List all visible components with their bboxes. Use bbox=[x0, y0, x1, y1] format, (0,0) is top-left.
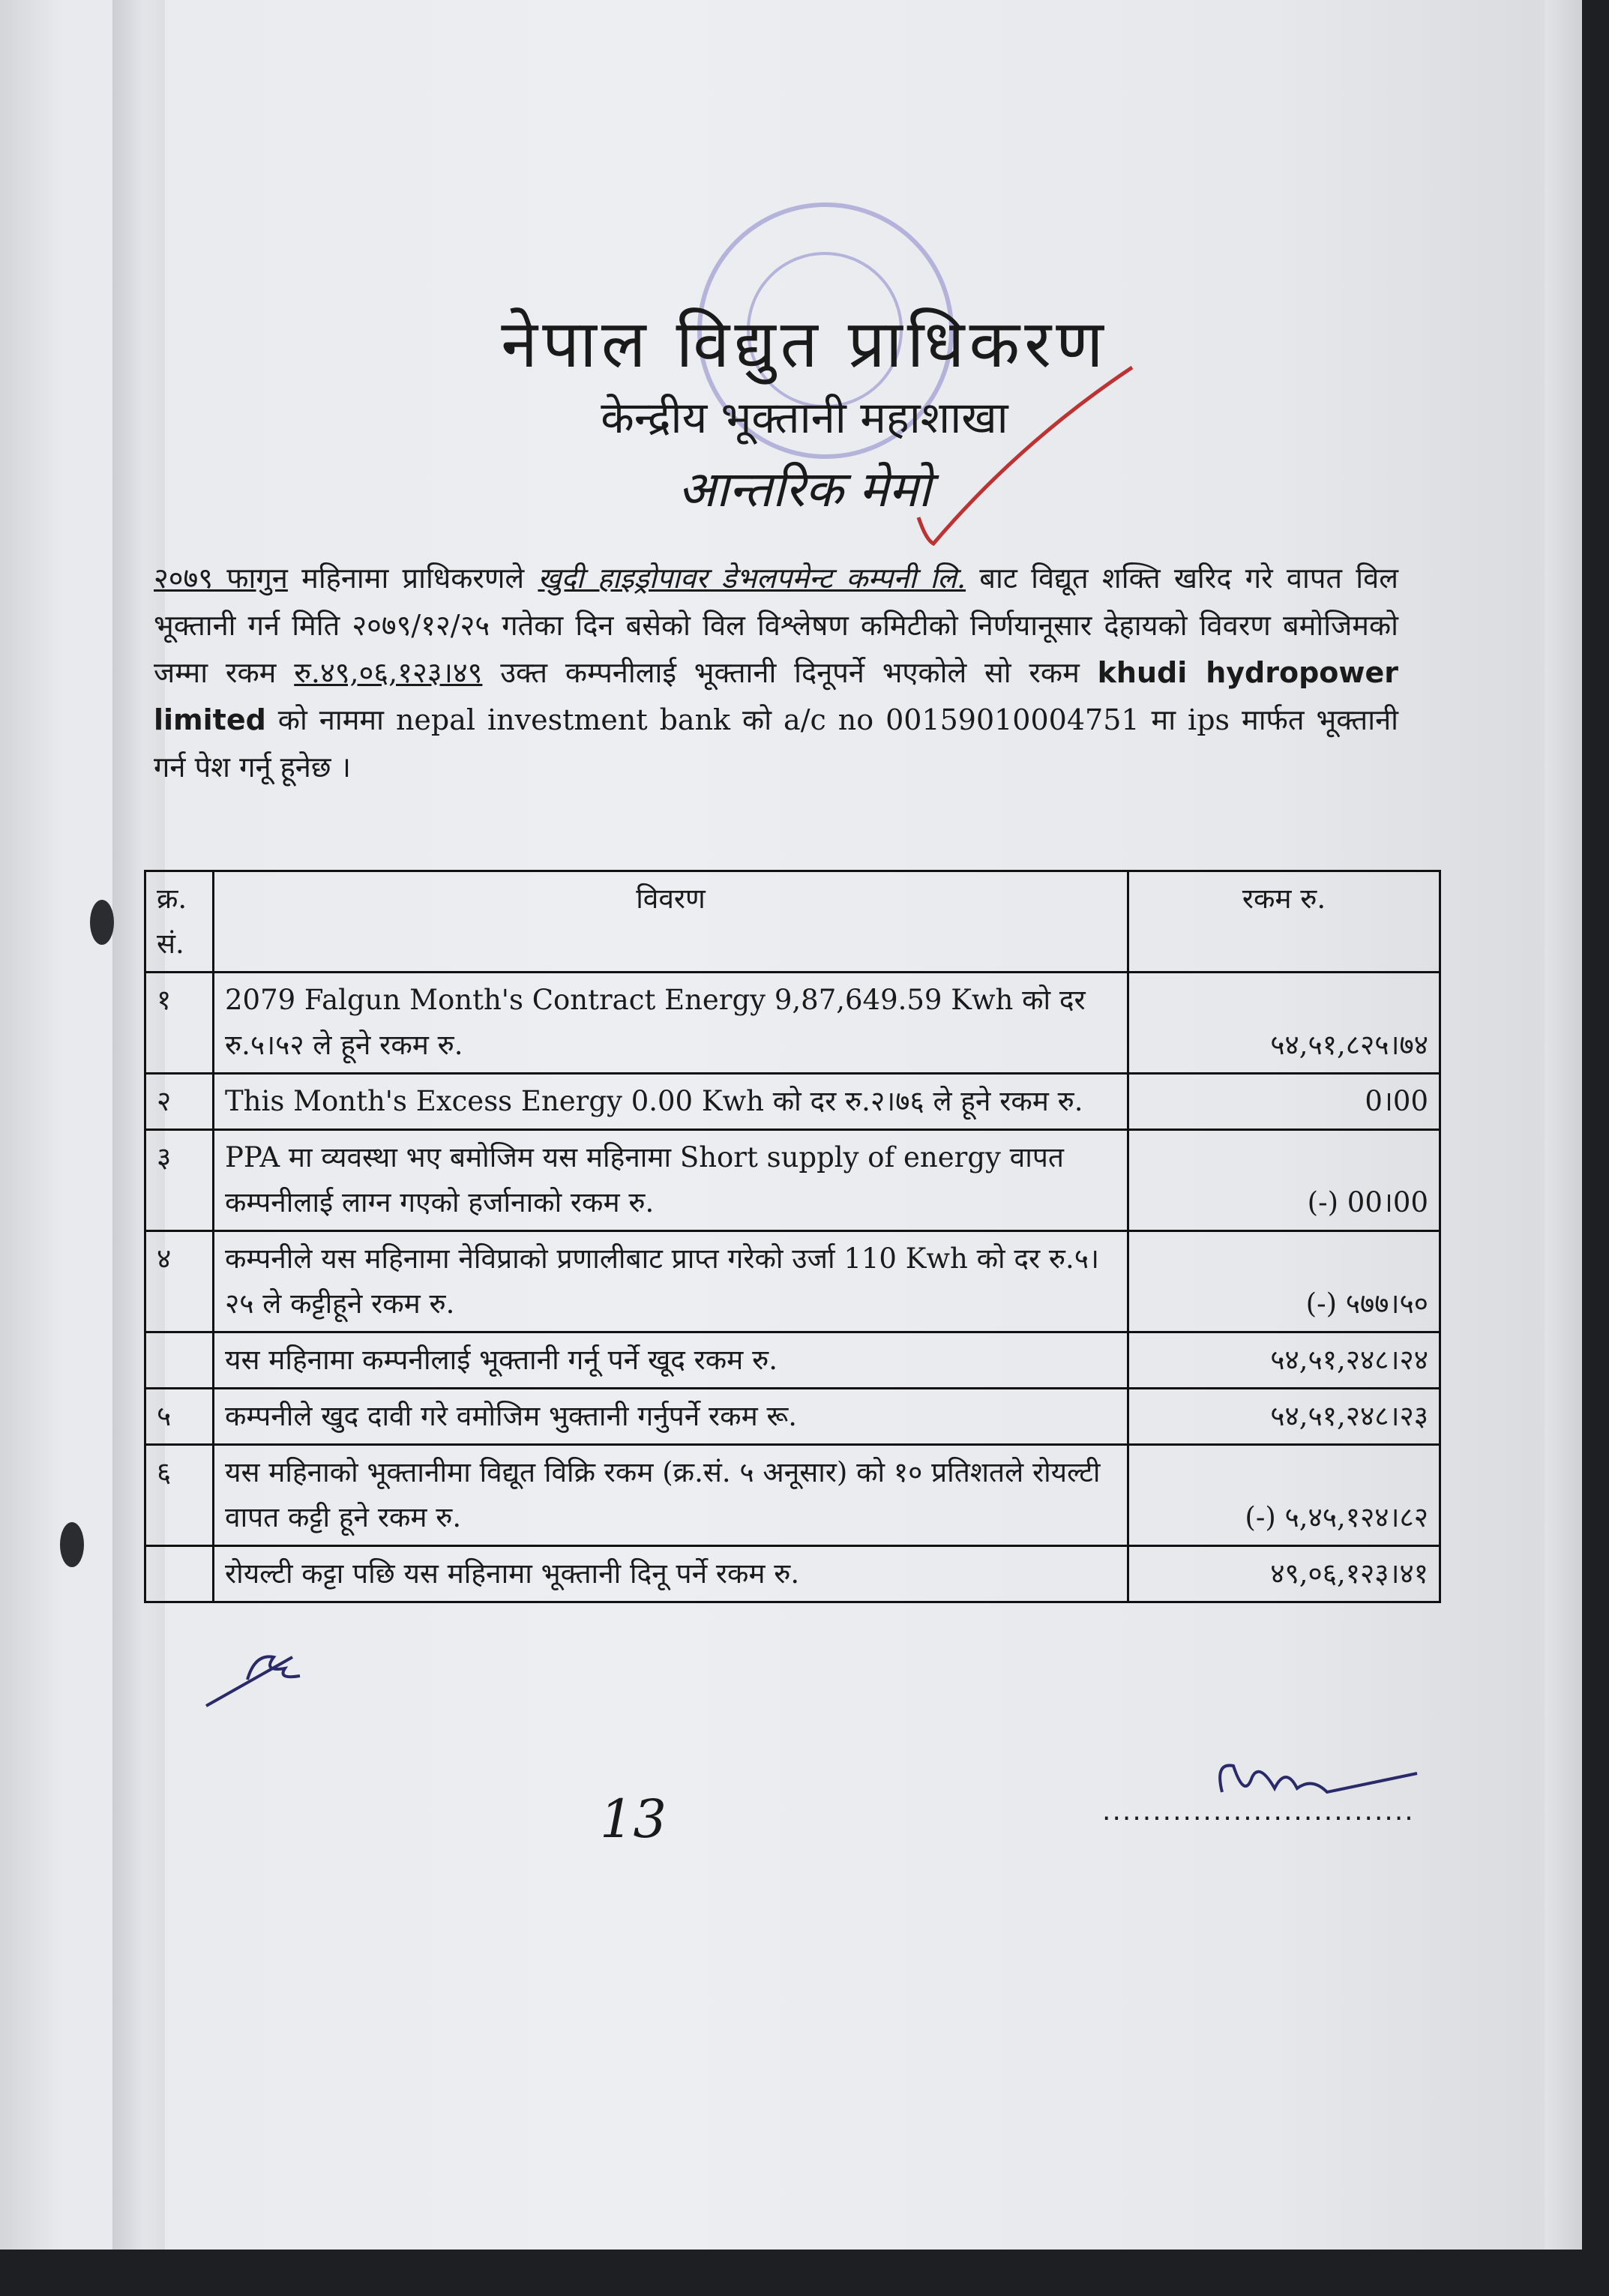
dept-title: केन्द्रीय भूक्तानी महाशाखा bbox=[601, 392, 1008, 443]
row-amount: 0।00 bbox=[1128, 1074, 1440, 1130]
table-row bbox=[145, 1445, 1440, 1546]
row-amount: ४९,०६,१२३।४१ bbox=[1128, 1546, 1440, 1602]
company-name: खुदी हाइड्रोपावर डेभलपमेन्ट कम्पनी लि. bbox=[538, 562, 966, 595]
org-title: नेपाल विद्युत प्राधिकरण bbox=[501, 305, 1108, 382]
row-description: 2079 Falgun Month's Contract Energy 9,87,649.59 Kwh को दर रु.५।५२ ले हूने रकम रु. bbox=[214, 973, 1128, 1074]
row-description: PPA मा व्यवस्था भए बमोजिम यस महिनामा Short supply of energy वापत कम्पनीलाई लाग्न गएको हर्जानाको रकम रु. bbox=[214, 1130, 1128, 1231]
page-mark: 13 bbox=[600, 1788, 667, 1850]
row-sn: ५ bbox=[145, 1389, 214, 1445]
row-sn: २ bbox=[145, 1074, 214, 1130]
row-amount: ५४,५१,८२५।७४ bbox=[1128, 973, 1440, 1074]
initial-signature bbox=[202, 1642, 307, 1710]
row-sn bbox=[145, 1332, 214, 1389]
memo-title: आन्तरिक मेमो bbox=[678, 460, 931, 518]
row-description: This Month's Excess Energy 0.00 Kwh को दर रु.२।७६ ले हूने रकम रु. bbox=[214, 1074, 1128, 1130]
row-description: यस महिनाको भूक्तानीमा विद्यूत विक्रि रकम (क्र.सं. ५ अनूसार) को १० प्रतिशतले रोयल्टी वापत कट्टी हूने रकम रु. bbox=[214, 1445, 1128, 1546]
signature-line: ............................... bbox=[1102, 1796, 1415, 1827]
table-header-row bbox=[145, 871, 1440, 973]
row-sn: ३ bbox=[145, 1130, 214, 1231]
row-amount: ५४,५१,२४८।२४ bbox=[1128, 1332, 1440, 1389]
row-amount: (-) 00।00 bbox=[1128, 1130, 1440, 1231]
table-row bbox=[145, 1231, 1440, 1332]
col-desc-header: विवरण bbox=[214, 871, 1128, 973]
table-row bbox=[145, 1332, 1440, 1389]
payment-table bbox=[144, 870, 1441, 1603]
account-holder: khudi hydropower limited bbox=[154, 656, 1399, 736]
row-description: कम्पनीले खुद दावी गरे वमोजिम भुक्तानी गर्नुपर्ने रकम रू. bbox=[214, 1389, 1128, 1445]
table-row bbox=[145, 973, 1440, 1074]
col-amount-header: रकम रु. bbox=[1128, 871, 1440, 973]
col-sn-header: क्र. सं. bbox=[145, 871, 214, 973]
row-sn: १ bbox=[145, 973, 214, 1074]
memo-body: २०७९ फागुन महिनामा प्राधिकरणले खुदी हाइड्रोपावर डेभलपमेन्ट कम्पनी लि. बाट विद्यूत शक्ति खरिद गरे वापत विल भूक्तानी गर्न मिति २०७९/१२/२५ गतेका दिन बसेको विल विश्लेषण कमिटीको निर्णयानूसार देहायको विवरण बमोजिमको जम्मा रकम रु.४९,०६,१२३।४९ उक्त कम्पनीलाई भूक्तानी दिनूपर्ने भएकोले सो रकम khudi hydropower limited को नाममा nepal investment bank को a/c no 00159010004751 मा ips मार्फत भूक्तानी गर्न पेश गर्नू हूनेछ । bbox=[154, 562, 1399, 784]
table-row bbox=[145, 1130, 1440, 1231]
row-description: रोयल्टी कट्टा पछि यस महिनामा भूक्तानी दिनू पर्ने रकम रु. bbox=[214, 1546, 1128, 1602]
punch-hole bbox=[90, 900, 114, 945]
total-amount: रु.४९,०६,१२३।४९ bbox=[294, 656, 483, 689]
punch-hole bbox=[60, 1522, 84, 1567]
checkmark-tick bbox=[907, 360, 1147, 555]
row-sn: ६ bbox=[145, 1445, 214, 1546]
row-amount: ५४,५१,२४८।२३ bbox=[1128, 1389, 1440, 1445]
officer-signature bbox=[1102, 1747, 1432, 1822]
memo-month: २०७९ फागुन bbox=[154, 562, 288, 595]
row-sn: ४ bbox=[145, 1231, 214, 1332]
table-row bbox=[145, 1074, 1440, 1130]
row-amount: (-) ५७७।५० bbox=[1128, 1231, 1440, 1332]
row-description: कम्पनीले यस महिनामा नेविप्राको प्रणालीबाट प्राप्त गरेको उर्जा 110 Kwh को दर रु.५।२५ ले कट्टीहूने रकम रु. bbox=[214, 1231, 1128, 1332]
row-description: यस महिनामा कम्पनीलाई भूक्तानी गर्नू पर्ने खूद रकम रु. bbox=[214, 1332, 1128, 1389]
row-amount: (-) ५,४५,१२४।८२ bbox=[1128, 1445, 1440, 1546]
table-row bbox=[145, 1546, 1440, 1602]
table-row bbox=[145, 1389, 1440, 1445]
row-sn bbox=[145, 1546, 214, 1602]
